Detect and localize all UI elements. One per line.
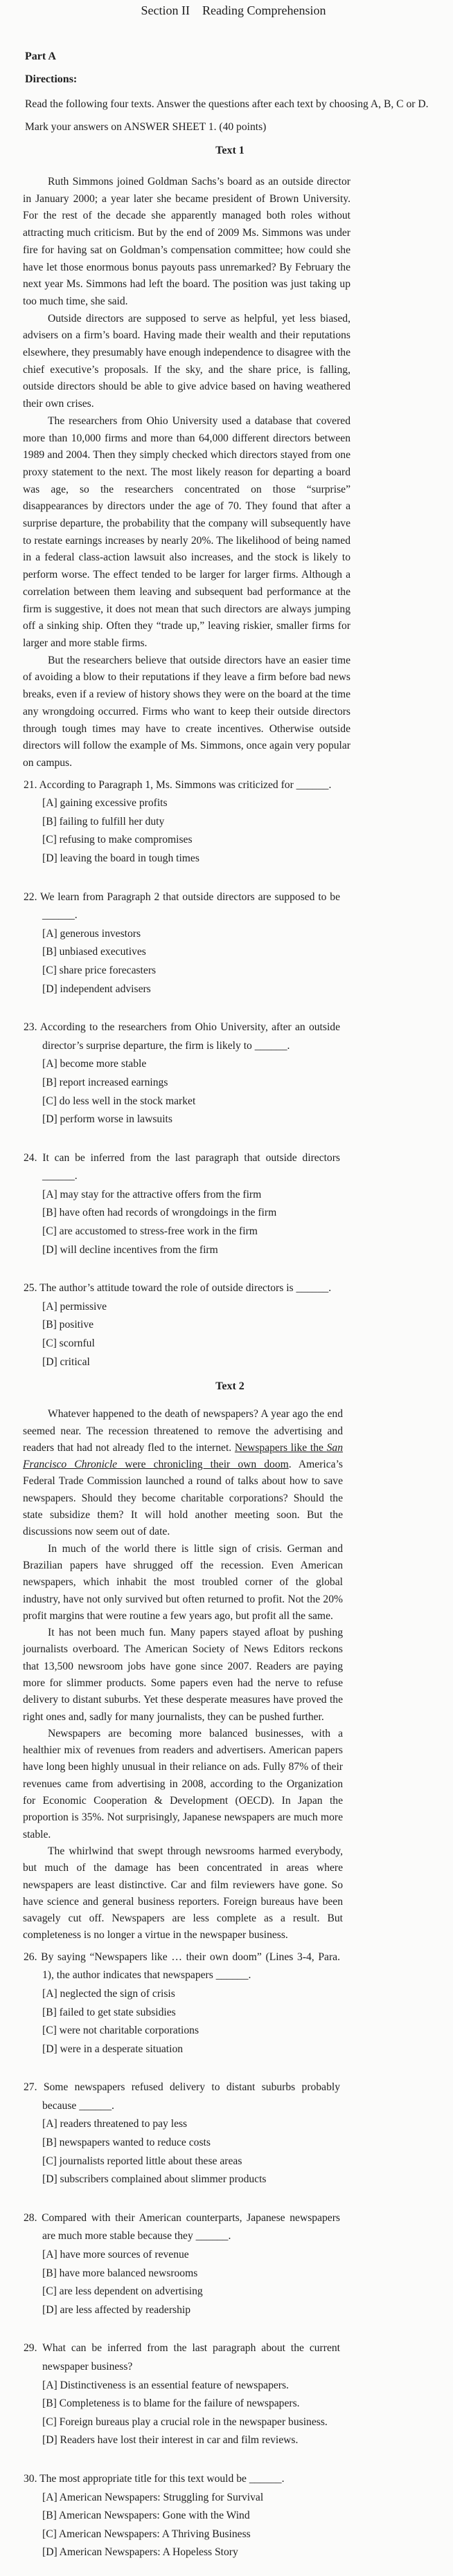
paragraph: But the researchers believe that outside directors have an easier time of avoiding a blow to their reputations if they leave a firm before bad news breaks, even if a review of history shows they were on the board at the time any wrongdoing occurred. Firms who want to keep their outside directors through tough times may have to create incentives. Otherwise outside directors will follow the example of Ms. Simmons, once again very popular on campus.	[23, 654, 350, 769]
option-a[interactable]: [A] neglected the sign of crisis	[42, 1987, 175, 2000]
option-a[interactable]: [A] American Newspapers: Struggling for Survival	[42, 2491, 264, 2503]
text2-passage	[23, 1406, 343, 1944]
option-b[interactable]: [B] newspapers wanted to reduce costs	[42, 2137, 211, 2149]
option-a[interactable]: [A] gaining excessive profits	[42, 797, 168, 810]
paragraph: In much of the world there is little sign of crisis. German and Brazilian papers have shrugged off the recession. Even American newspapers, which inhabit the most troubled corner of the global industry, have not only survived but often returned to profit. Not the 20% profit margins that were routine a few years ago, but profit all the same.	[23, 1542, 343, 1622]
option-c[interactable]: [C] Foreign bureaus play a crucial role in the newspaper business.	[42, 2415, 328, 2428]
option-b[interactable]: [B] report increased earnings	[42, 1076, 168, 1088]
question-28	[24, 2209, 340, 2320]
question-stem: 27. Some newspapers refused delivery to distant suburbs probably because ______.	[24, 2081, 340, 2112]
option-a[interactable]: [A] may stay for the attractive offers from the firm	[42, 1188, 262, 1200]
question-stem: 21. According to Paragraph 1, Ms. Simmons was criticized for ______.	[24, 778, 332, 791]
option-d[interactable]: [D] American Newspapers: A Hopeless Story	[42, 2546, 238, 2559]
option-c[interactable]: [C] do less well in the stock market	[42, 1095, 196, 1107]
paragraph: It has not been much fun. Many papers stayed afloat by pushing journalists overboard. The American Society of News Editors reckons that 13,500 newsroom jobs have gone since 2007. Readers are paying more for slimmer products. Some papers even had the nerve to refuse delivery to distant suburbs. Yet these desperate measures have proved the right ones and, sadly for many journalists, they can be pushed further.	[23, 1627, 343, 1723]
question-25	[24, 1279, 340, 1371]
option-d[interactable]: [D] Readers have lost their interest in car and film reviews.	[42, 2434, 299, 2447]
question-22	[24, 888, 340, 999]
option-b[interactable]: [B] failing to fulfill her duty	[42, 815, 165, 828]
section-title: Section II Reading Comprehension	[141, 3, 326, 17]
text1-passage	[23, 174, 350, 772]
option-d[interactable]: [D] were in a desperate situation	[42, 2043, 184, 2055]
option-d[interactable]: [D] will decline incentives from the firm	[42, 1243, 218, 1256]
question-24	[24, 1149, 340, 1260]
option-d[interactable]: [D] subscribers complained about slimmer products	[42, 2173, 267, 2186]
text1-heading: Text 1	[215, 145, 245, 156]
text-segment: . America’s Federal Trade Commission launched a round of talks about how to save newspapers. Should they become charitable corporations? Should the state subsidize them? It will hold another meeting soon. But the discussions now seem out of date.	[23, 1459, 343, 1538]
option-c[interactable]: [C] refusing to make compromises	[42, 834, 193, 846]
text-segment: Newspapers like the	[234, 1441, 327, 1454]
newspaper-name: San Francisco Chronicle	[23, 1441, 343, 1471]
paragraph	[23, 1406, 343, 1540]
option-a[interactable]: [A] readers threatened to pay less	[42, 2118, 188, 2130]
question-stem: 28. Compared with their American counterparts, Japanese newspapers are much more stable because they ______.	[24, 2211, 340, 2242]
question-stem: 23. According to the researchers from Ohio University, after an outside director’s surprise departure, the firm is likely to ______.	[24, 1021, 340, 1052]
question-30	[24, 2470, 340, 2562]
option-a[interactable]: [A] Distinctiveness is an essential feature of newspapers.	[42, 2379, 289, 2391]
option-c[interactable]: [C] American Newspapers: A Thriving Business	[42, 2528, 251, 2540]
part-label: Part A	[25, 51, 56, 62]
directions-text: Read the following four texts. Answer the questions after each text by choosing A, B, C or D. Mark your answers on ANSWER SHEET 1. (40 points)	[25, 98, 429, 133]
option-b[interactable]: [B] failed to get state subsidies	[42, 2006, 176, 2018]
question-21	[24, 776, 340, 868]
question-29	[24, 2339, 340, 2450]
option-b[interactable]: [B] have often had records of wrongdoings in the firm	[42, 1207, 277, 1219]
paragraph: Outside directors are supposed to serve as helpful, yet less biased, advisers on a firm’s board. Having made their wealth and their reputations elsewhere, they presumably have enough independence to disagree with the chief executive’s proposals. If the sky, and the share price, is falling, outside directors should be able to give advice based on having weathered their own crises.	[23, 312, 350, 410]
option-a[interactable]: [A] become more stable	[42, 1058, 147, 1070]
question-stem: 30. The most appropriate title for this text would be ______.	[24, 2472, 285, 2485]
text-segment: Whatever happened to the death of newspapers? A year ago the end seemed near. The recession threatened to remove the advertising and readers that had not already fled to the internet.	[23, 1408, 343, 1454]
option-d[interactable]: [D] are less affected by readership	[42, 2303, 191, 2316]
option-c[interactable]: [C] journalists reported little about these areas	[42, 2155, 242, 2167]
option-b[interactable]: [B] unbiased executives	[42, 946, 146, 958]
question-23	[24, 1018, 340, 1129]
option-c[interactable]: [C] share price forecasters	[42, 964, 157, 976]
option-c[interactable]: [C] are less dependent on advertising	[42, 2285, 203, 2298]
option-b[interactable]: [B] American Newspapers: Gone with the Wind	[42, 2510, 250, 2522]
question-stem: 29. What can be inferred from the last paragraph about the current newspaper business?	[24, 2342, 340, 2373]
option-c[interactable]: [C] are accustomed to stress-free work in the firm	[42, 1225, 258, 1238]
option-a[interactable]: [A] permissive	[42, 1300, 107, 1313]
text2-heading: Text 2	[215, 1380, 245, 1393]
option-d[interactable]: [D] independent advisers	[42, 983, 151, 995]
option-a[interactable]: [A] generous investors	[42, 927, 141, 940]
option-c[interactable]: [C] scornful	[42, 1337, 95, 1350]
question-stem: 26. By saying “Newspapers like … their own doom” (Lines 3-4, Para. 1), the author indicates that newspapers ______.	[24, 1951, 340, 1982]
question-27	[24, 2079, 340, 2189]
question-26	[24, 1948, 340, 2059]
paragraph: Ruth Simmons joined Goldman Sachs’s board as an outside director in January 2000; a year later she became president of Brown University. For the rest of the decade she apparently managed both roles without attracting much criticism. But by the end of 2009 Ms. Simmons was under fire for having sat on Goldman’s compensation committee; how could she have let those enormous bonus payouts pass unremarked? By February the next year Ms. Simmons had left the board. The position was just taking up too much time, she said.	[23, 176, 350, 307]
directions-label: Directions:	[25, 73, 78, 85]
option-d[interactable]: [D] perform worse in lawsuits	[42, 1113, 172, 1126]
option-c[interactable]: [C] were not charitable corporations	[42, 2025, 199, 2037]
question-stem: 22. We learn from Paragraph 2 that outside directors are supposed to be ______.	[24, 890, 340, 922]
text-segment: were chronicling their own doom	[117, 1459, 289, 1471]
paragraph: Newspapers are becoming more balanced businesses, with a healthier mix of revenues from readers and advertisers. American papers have long been highly unusual in their reliance on ads. Fully 87% of their revenues came from advertising in 2008, according to the Organization for Economic Cooperation & Development (OECD). In Japan the proportion is 35%. Not surprisingly, Japanese newspapers are much more stable.	[23, 1727, 343, 1840]
option-d[interactable]: [D] leaving the board in tough times	[42, 852, 199, 864]
option-b[interactable]: [B] positive	[42, 1319, 94, 1331]
question-stem: 24. It can be inferred from the last paragraph that outside directors ______.	[24, 1151, 340, 1182]
option-b[interactable]: [B] have more balanced newsrooms	[42, 2267, 198, 2279]
option-d[interactable]: [D] critical	[42, 1355, 90, 1368]
paragraph: The researchers from Ohio University used a database that covered more than 10,000 firms and more than 64,000 different directors between 1989 and 2004. Then they simply checked which directors stayed from one proxy statement to the next. The most likely reason for departing a board was age, so the researchers concentrated on those “surprise” disappearances by directors under the age of 70. They found that after a surprise departure, the probability that the company will subsequently have to restate earnings increases by nearly 20%. The likelihood of being named in a federal class-action lawsuit also increases, and the stock is likely to perform worse. The effect tended to be larger for larger firms. Although a correlation between them leaving and subsequent bad performance at the firm is suggestive, it does not mean that such directors are always jumping off a sinking ship. Often they “trade up,” leaving riskier, smaller firms for larger and more stable firms.	[23, 414, 350, 649]
paragraph: The whirlwind that swept through newsrooms harmed everybody, but much of the damage has been concentrated in areas where newspapers are least distinctive. Car and film reviewers have gone. So have science and general business reporters. Foreign bureaus have been savagely cut off. Newspapers are less complete as a result. But completeness is no longer a virtue in the newspaper business.	[23, 1845, 343, 1942]
option-b[interactable]: [B] Completeness is to blame for the failure of newspapers.	[42, 2397, 300, 2410]
option-a[interactable]: [A] have more sources of revenue	[42, 2249, 189, 2261]
question-stem: 25. The author’s attitude toward the role of outside directors is ______.	[24, 1282, 332, 1295]
